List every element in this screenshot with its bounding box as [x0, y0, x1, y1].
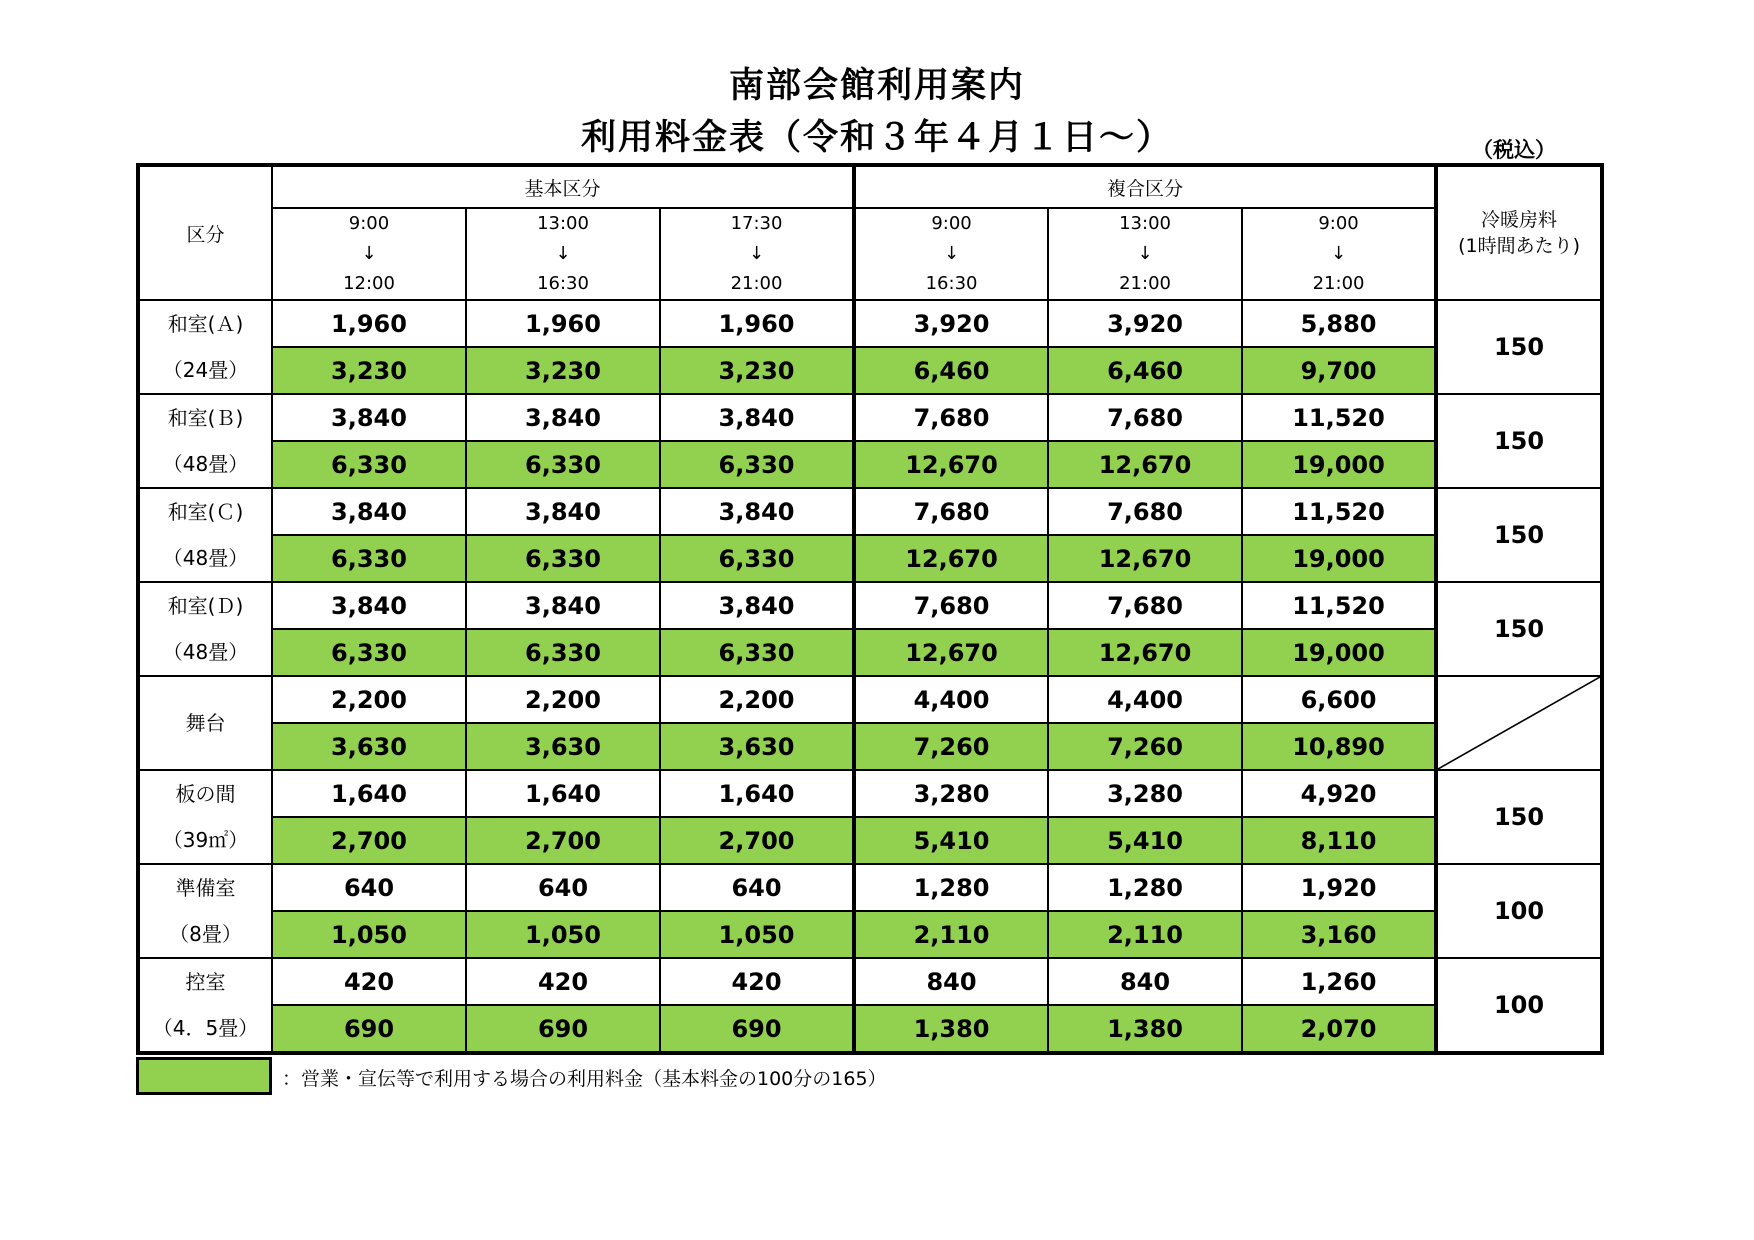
fee-cell-normal: 7,680	[1048, 394, 1242, 441]
fee-cell-business: 6,330	[272, 441, 466, 488]
room-category	[138, 582, 272, 676]
down-arrow-icon: ↓	[1330, 243, 1347, 264]
fee-cell-normal: 7,680	[854, 582, 1048, 629]
room-category	[138, 676, 272, 770]
ac-fee-cell: 150	[1436, 394, 1602, 488]
basic-group-header: 基本区分	[272, 165, 854, 208]
room-size: （4．5畳）	[152, 1016, 259, 1040]
fee-cell-normal: 3,840	[660, 582, 854, 629]
fee-cell-normal: 840	[854, 958, 1048, 1005]
fee-cell-business: 2,700	[466, 817, 660, 864]
fee-cell-business: 6,330	[660, 441, 854, 488]
time-end: 21:00	[1119, 273, 1171, 294]
room-category	[138, 300, 272, 394]
room-name: 和室(Ｂ)	[167, 406, 244, 430]
diagonal-slash-icon	[1438, 677, 1600, 769]
fee-cell-normal: 3,840	[272, 582, 466, 629]
fee-cell-normal: 1,640	[272, 770, 466, 817]
fee-cell-normal: 11,520	[1242, 394, 1436, 441]
category-header: 区分	[138, 165, 272, 300]
room-name: 和室(Ｄ)	[167, 594, 244, 618]
table-row	[138, 770, 1602, 817]
time-slot-header	[466, 208, 660, 300]
fee-cell-business: 1,380	[1048, 1005, 1242, 1053]
fee-cell-business: 12,670	[1048, 441, 1242, 488]
table-row	[138, 958, 1602, 1005]
table-row	[138, 676, 1602, 723]
table-row-business	[138, 723, 1602, 770]
fee-cell-business: 8,110	[1242, 817, 1436, 864]
fee-cell-business: 2,110	[1048, 911, 1242, 958]
down-arrow-icon: ↓	[943, 243, 960, 264]
fee-cell-normal: 1,280	[1048, 864, 1242, 911]
fee-cell-business: 12,670	[854, 441, 1048, 488]
fee-cell-normal: 3,840	[660, 394, 854, 441]
fee-cell-business: 5,410	[1048, 817, 1242, 864]
fee-cell-normal: 1,280	[854, 864, 1048, 911]
fee-cell-normal: 3,840	[466, 488, 660, 535]
room-name: 和室(Ａ)	[167, 312, 244, 336]
fee-cell-normal: 11,520	[1242, 582, 1436, 629]
fee-cell-business: 6,330	[466, 535, 660, 582]
fee-cell-normal: 7,680	[1048, 488, 1242, 535]
fee-cell-normal: 2,200	[660, 676, 854, 723]
room-category	[138, 488, 272, 582]
table-row-business	[138, 441, 1602, 488]
fee-cell-business: 10,890	[1242, 723, 1436, 770]
fee-cell-normal: 640	[660, 864, 854, 911]
fee-cell-normal: 4,400	[854, 676, 1048, 723]
fee-cell-business: 2,110	[854, 911, 1048, 958]
fee-cell-normal: 1,960	[660, 300, 854, 347]
fee-cell-normal: 1,960	[466, 300, 660, 347]
fee-cell-normal: 420	[466, 958, 660, 1005]
table-row-business	[138, 629, 1602, 676]
table-row	[138, 582, 1602, 629]
time-start: 9:00	[931, 213, 972, 234]
fee-cell-business: 7,260	[1048, 723, 1242, 770]
fee-cell-business: 6,460	[854, 347, 1048, 394]
room-category	[138, 864, 272, 958]
ac-fee-cell: 100	[1436, 958, 1602, 1053]
time-end: 16:30	[925, 273, 978, 294]
fee-cell-normal: 7,680	[1048, 582, 1242, 629]
ac-fee-header	[1436, 165, 1602, 300]
table-row-business	[138, 817, 1602, 864]
table-row	[138, 864, 1602, 911]
room-name: 準備室	[175, 876, 236, 900]
table-row-business	[138, 347, 1602, 394]
room-size: （48畳）	[162, 452, 249, 476]
combined-group-header: 複合区分	[854, 165, 1436, 208]
fee-cell-business: 690	[660, 1005, 854, 1053]
fee-cell-normal: 3,840	[272, 488, 466, 535]
legend-text: ：営業・宣伝等で利用する場合の利用料金（基本料金の100分の165）	[282, 1068, 887, 1090]
time-start: 17:30	[730, 213, 783, 234]
room-size: （8畳）	[169, 922, 242, 946]
room-size: （48畳）	[162, 546, 249, 570]
time-start: 13:00	[1119, 213, 1171, 234]
fee-cell-business: 1,050	[466, 911, 660, 958]
table-row	[138, 394, 1602, 441]
room-name: 控室	[185, 970, 226, 994]
fee-cell-normal: 1,260	[1242, 958, 1436, 1005]
fee-cell-business: 12,670	[854, 535, 1048, 582]
fee-cell-business: 6,330	[660, 535, 854, 582]
fee-cell-business: 12,670	[854, 629, 1048, 676]
fee-cell-business: 6,330	[660, 629, 854, 676]
fee-cell-normal: 2,200	[466, 676, 660, 723]
fee-cell-normal: 3,840	[466, 394, 660, 441]
fee-cell-normal: 1,920	[1242, 864, 1436, 911]
fee-cell-business: 7,260	[854, 723, 1048, 770]
room-name: 板の間	[175, 782, 236, 806]
fee-cell-normal: 420	[272, 958, 466, 1005]
time-end: 21:00	[1312, 273, 1365, 294]
ac-fee-header-line1: 冷暖房料	[1481, 209, 1558, 231]
fee-cell-business: 3,230	[660, 347, 854, 394]
fee-cell-normal: 1,640	[660, 770, 854, 817]
fee-cell-normal: 840	[1048, 958, 1242, 1005]
ac-fee-header-line2: (1時間あたり)	[1458, 235, 1580, 257]
fee-table	[136, 163, 1604, 1055]
time-slot-header	[272, 208, 466, 300]
fee-cell-business: 19,000	[1242, 535, 1436, 582]
fee-cell-normal: 7,680	[854, 394, 1048, 441]
fee-cell-business: 1,050	[660, 911, 854, 958]
time-end: 21:00	[730, 273, 783, 294]
fee-cell-normal: 3,840	[660, 488, 854, 535]
room-size: （24畳）	[162, 358, 249, 382]
table-row-business	[138, 535, 1602, 582]
table-row-business	[138, 1005, 1602, 1053]
fee-cell-business: 2,700	[272, 817, 466, 864]
fee-cell-business: 6,330	[272, 629, 466, 676]
fee-cell-business: 1,380	[854, 1005, 1048, 1053]
time-slot-header	[660, 208, 854, 300]
fee-cell-normal: 11,520	[1242, 488, 1436, 535]
fee-cell-normal: 2,200	[272, 676, 466, 723]
fee-cell-normal: 4,920	[1242, 770, 1436, 817]
fee-cell-business: 6,330	[466, 629, 660, 676]
time-start: 9:00	[1318, 213, 1359, 234]
fee-cell-normal: 1,640	[466, 770, 660, 817]
fee-cell-normal: 420	[660, 958, 854, 1005]
fee-cell-normal: 3,920	[854, 300, 1048, 347]
fee-cell-business: 3,630	[272, 723, 466, 770]
room-size: （48畳）	[162, 640, 249, 664]
fee-cell-business: 12,670	[1048, 629, 1242, 676]
fee-cell-business: 3,630	[466, 723, 660, 770]
fee-cell-business: 6,460	[1048, 347, 1242, 394]
page-subtitle: 利用料金表（令和３年４月１日～）	[580, 118, 1173, 158]
time-slot-header	[1048, 208, 1242, 300]
ac-fee-cell: 150	[1436, 582, 1602, 676]
fee-cell-normal: 6,600	[1242, 676, 1436, 723]
fee-cell-business: 690	[466, 1005, 660, 1053]
fee-cell-normal: 3,840	[466, 582, 660, 629]
fee-cell-normal: 3,840	[272, 394, 466, 441]
time-start: 9:00	[348, 213, 390, 234]
fee-cell-business: 3,630	[660, 723, 854, 770]
down-arrow-icon: ↓	[555, 243, 571, 264]
time-end: 12:00	[343, 273, 395, 294]
down-arrow-icon: ↓	[1137, 243, 1153, 264]
table-row	[138, 488, 1602, 535]
tax-note: （税込）	[1472, 138, 1556, 162]
fee-cell-business: 1,050	[272, 911, 466, 958]
down-arrow-icon: ↓	[748, 243, 765, 264]
time-slot-header	[1242, 208, 1436, 300]
ac-fee-not-applicable	[1436, 676, 1602, 770]
fee-cell-business: 3,160	[1242, 911, 1436, 958]
fee-cell-normal: 640	[272, 864, 466, 911]
fee-cell-normal: 3,920	[1048, 300, 1242, 347]
fee-cell-normal: 3,280	[1048, 770, 1242, 817]
table-row-business	[138, 911, 1602, 958]
fee-cell-business: 19,000	[1242, 629, 1436, 676]
fee-cell-normal: 1,960	[272, 300, 466, 347]
fee-cell-normal: 7,680	[854, 488, 1048, 535]
table-row	[138, 300, 1602, 347]
ac-fee-cell: 100	[1436, 864, 1602, 958]
room-name: 和室(Ｃ)	[167, 500, 244, 524]
fee-cell-business: 690	[272, 1005, 466, 1053]
fee-cell-normal: 640	[466, 864, 660, 911]
fee-cell-business: 6,330	[466, 441, 660, 488]
fee-cell-business: 19,000	[1242, 441, 1436, 488]
ac-fee-cell: 150	[1436, 300, 1602, 394]
fee-cell-business: 2,070	[1242, 1005, 1436, 1053]
fee-cell-business: 2,700	[660, 817, 854, 864]
down-arrow-icon: ↓	[361, 243, 377, 264]
time-end: 16:30	[537, 273, 589, 294]
fee-cell-normal: 5,880	[1242, 300, 1436, 347]
room-size: （39㎡）	[162, 828, 249, 852]
fee-cell-normal: 3,280	[854, 770, 1048, 817]
fee-cell-business: 3,230	[466, 347, 660, 394]
fee-cell-business: 12,670	[1048, 535, 1242, 582]
time-slot-header	[854, 208, 1048, 300]
room-category	[138, 770, 272, 864]
fee-cell-normal: 4,400	[1048, 676, 1242, 723]
ac-fee-cell: 150	[1436, 770, 1602, 864]
legend-swatch	[136, 1057, 272, 1095]
time-start: 13:00	[537, 213, 589, 234]
fee-cell-business: 9,700	[1242, 347, 1436, 394]
room-category	[138, 958, 272, 1053]
ac-fee-cell: 150	[1436, 488, 1602, 582]
room-name: 舞台	[185, 711, 226, 735]
fee-cell-business: 5,410	[854, 817, 1048, 864]
fee-cell-business: 3,230	[272, 347, 466, 394]
room-category	[138, 394, 272, 488]
fee-cell-business: 6,330	[272, 535, 466, 582]
page-title: 南部会館利用案内	[728, 66, 1025, 106]
